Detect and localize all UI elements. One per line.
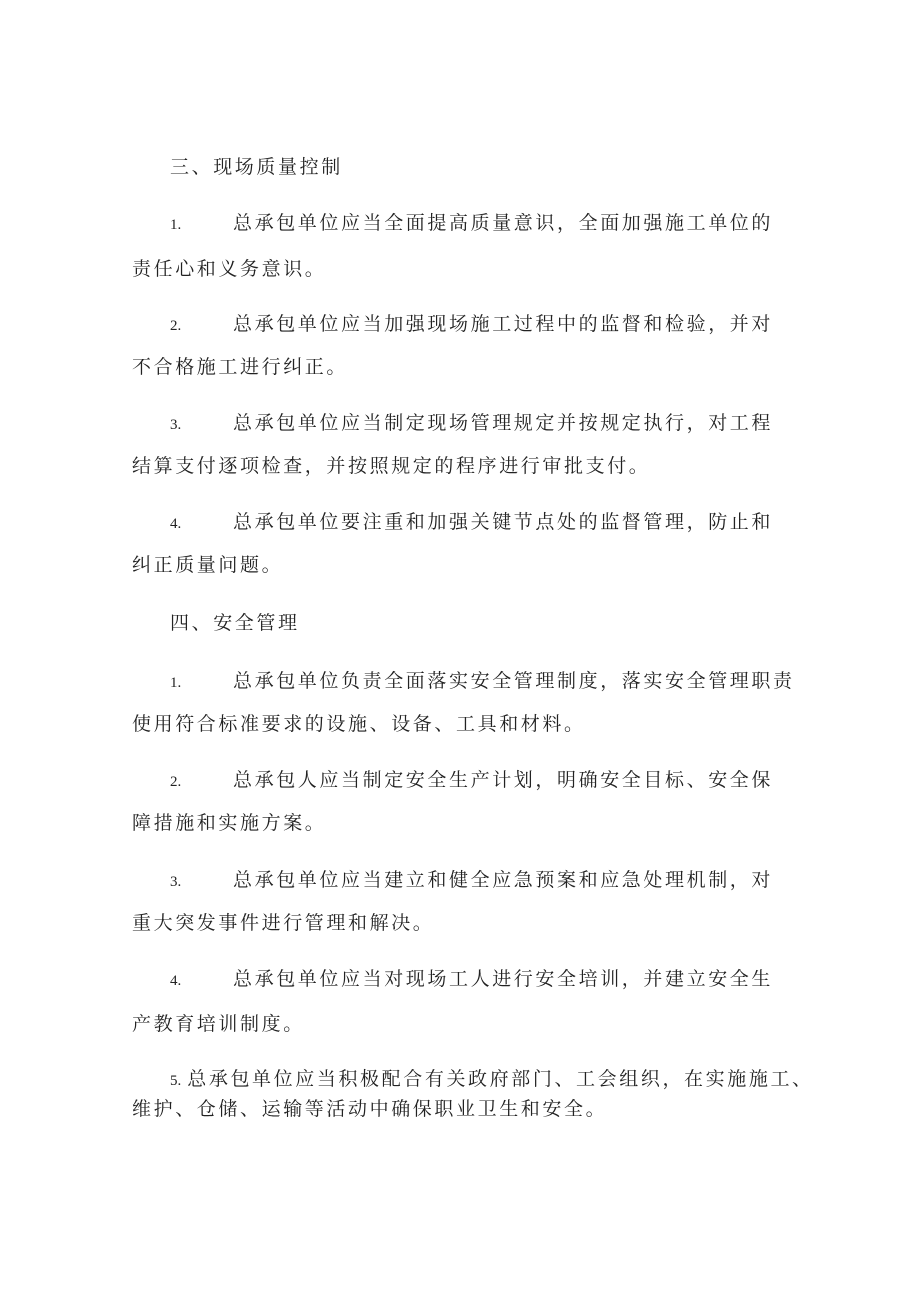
item-text-line2: 纠正质量问题。	[132, 554, 284, 576]
item-number: 3.	[170, 417, 182, 433]
item-number: 4.	[170, 973, 182, 989]
item-text-line2: 重大突发事件进行管理和解决。	[132, 912, 435, 934]
item-number: 1.	[170, 217, 182, 233]
item-text-line2: 维护、仓储、运输等活动中确保职业卫生和安全。	[132, 1098, 608, 1120]
item-text: 总承包单位应当积极配合有关政府部门、工会组织，在实施施工、	[187, 1068, 814, 1090]
item-number: 1.	[170, 675, 182, 691]
item-text-line2: 责任心和义务意识。	[132, 258, 327, 280]
item-text-line2: 不合格施工进行纠正。	[132, 356, 349, 378]
item-text-line1: 总承包单位要注重和加强关键节点处的监督管理，防止和	[233, 511, 774, 533]
item-text-line1: 总承包单位应当加强现场施工过程中的监督和检验，并对	[233, 313, 774, 335]
item-text-line2: 障措施和实施方案。	[132, 812, 327, 834]
item-text-line1	[170, 1067, 814, 1093]
item-text-line1: 总承包单位负责全面落实安全管理制度，落实安全管理职责	[233, 670, 795, 692]
section-heading-safety-management: 四、安全管理	[170, 612, 300, 634]
item-text-line1: 总承包人应当制定安全生产计划，明确安全目标、安全保	[233, 769, 774, 791]
item-text-line1: 总承包单位应当对现场工人进行安全培训，并建立安全生	[233, 968, 774, 990]
item-text-line2: 结算支付逐项检查，并按照规定的程序进行审批支付。	[132, 455, 651, 477]
item-number: 5.	[170, 1073, 182, 1089]
item-number: 4.	[170, 516, 182, 532]
item-text-line2: 使用符合标准要求的设施、设备、工具和材料。	[132, 713, 586, 735]
item-text-line2: 产教育培训制度。	[132, 1013, 305, 1035]
item-text-line1: 总承包单位应当建立和健全应急预案和应急处理机制，对	[233, 869, 774, 891]
item-text-line1: 总承包单位应当制定现场管理规定并按规定执行，对工程	[233, 412, 774, 434]
item-text-line1: 总承包单位应当全面提高质量意识，全面加强施工单位的	[233, 212, 774, 234]
item-number: 3.	[170, 874, 182, 890]
item-number: 2.	[170, 318, 182, 334]
section-heading-quality-control: 三、现场质量控制	[170, 156, 343, 178]
item-number: 2.	[170, 774, 182, 790]
